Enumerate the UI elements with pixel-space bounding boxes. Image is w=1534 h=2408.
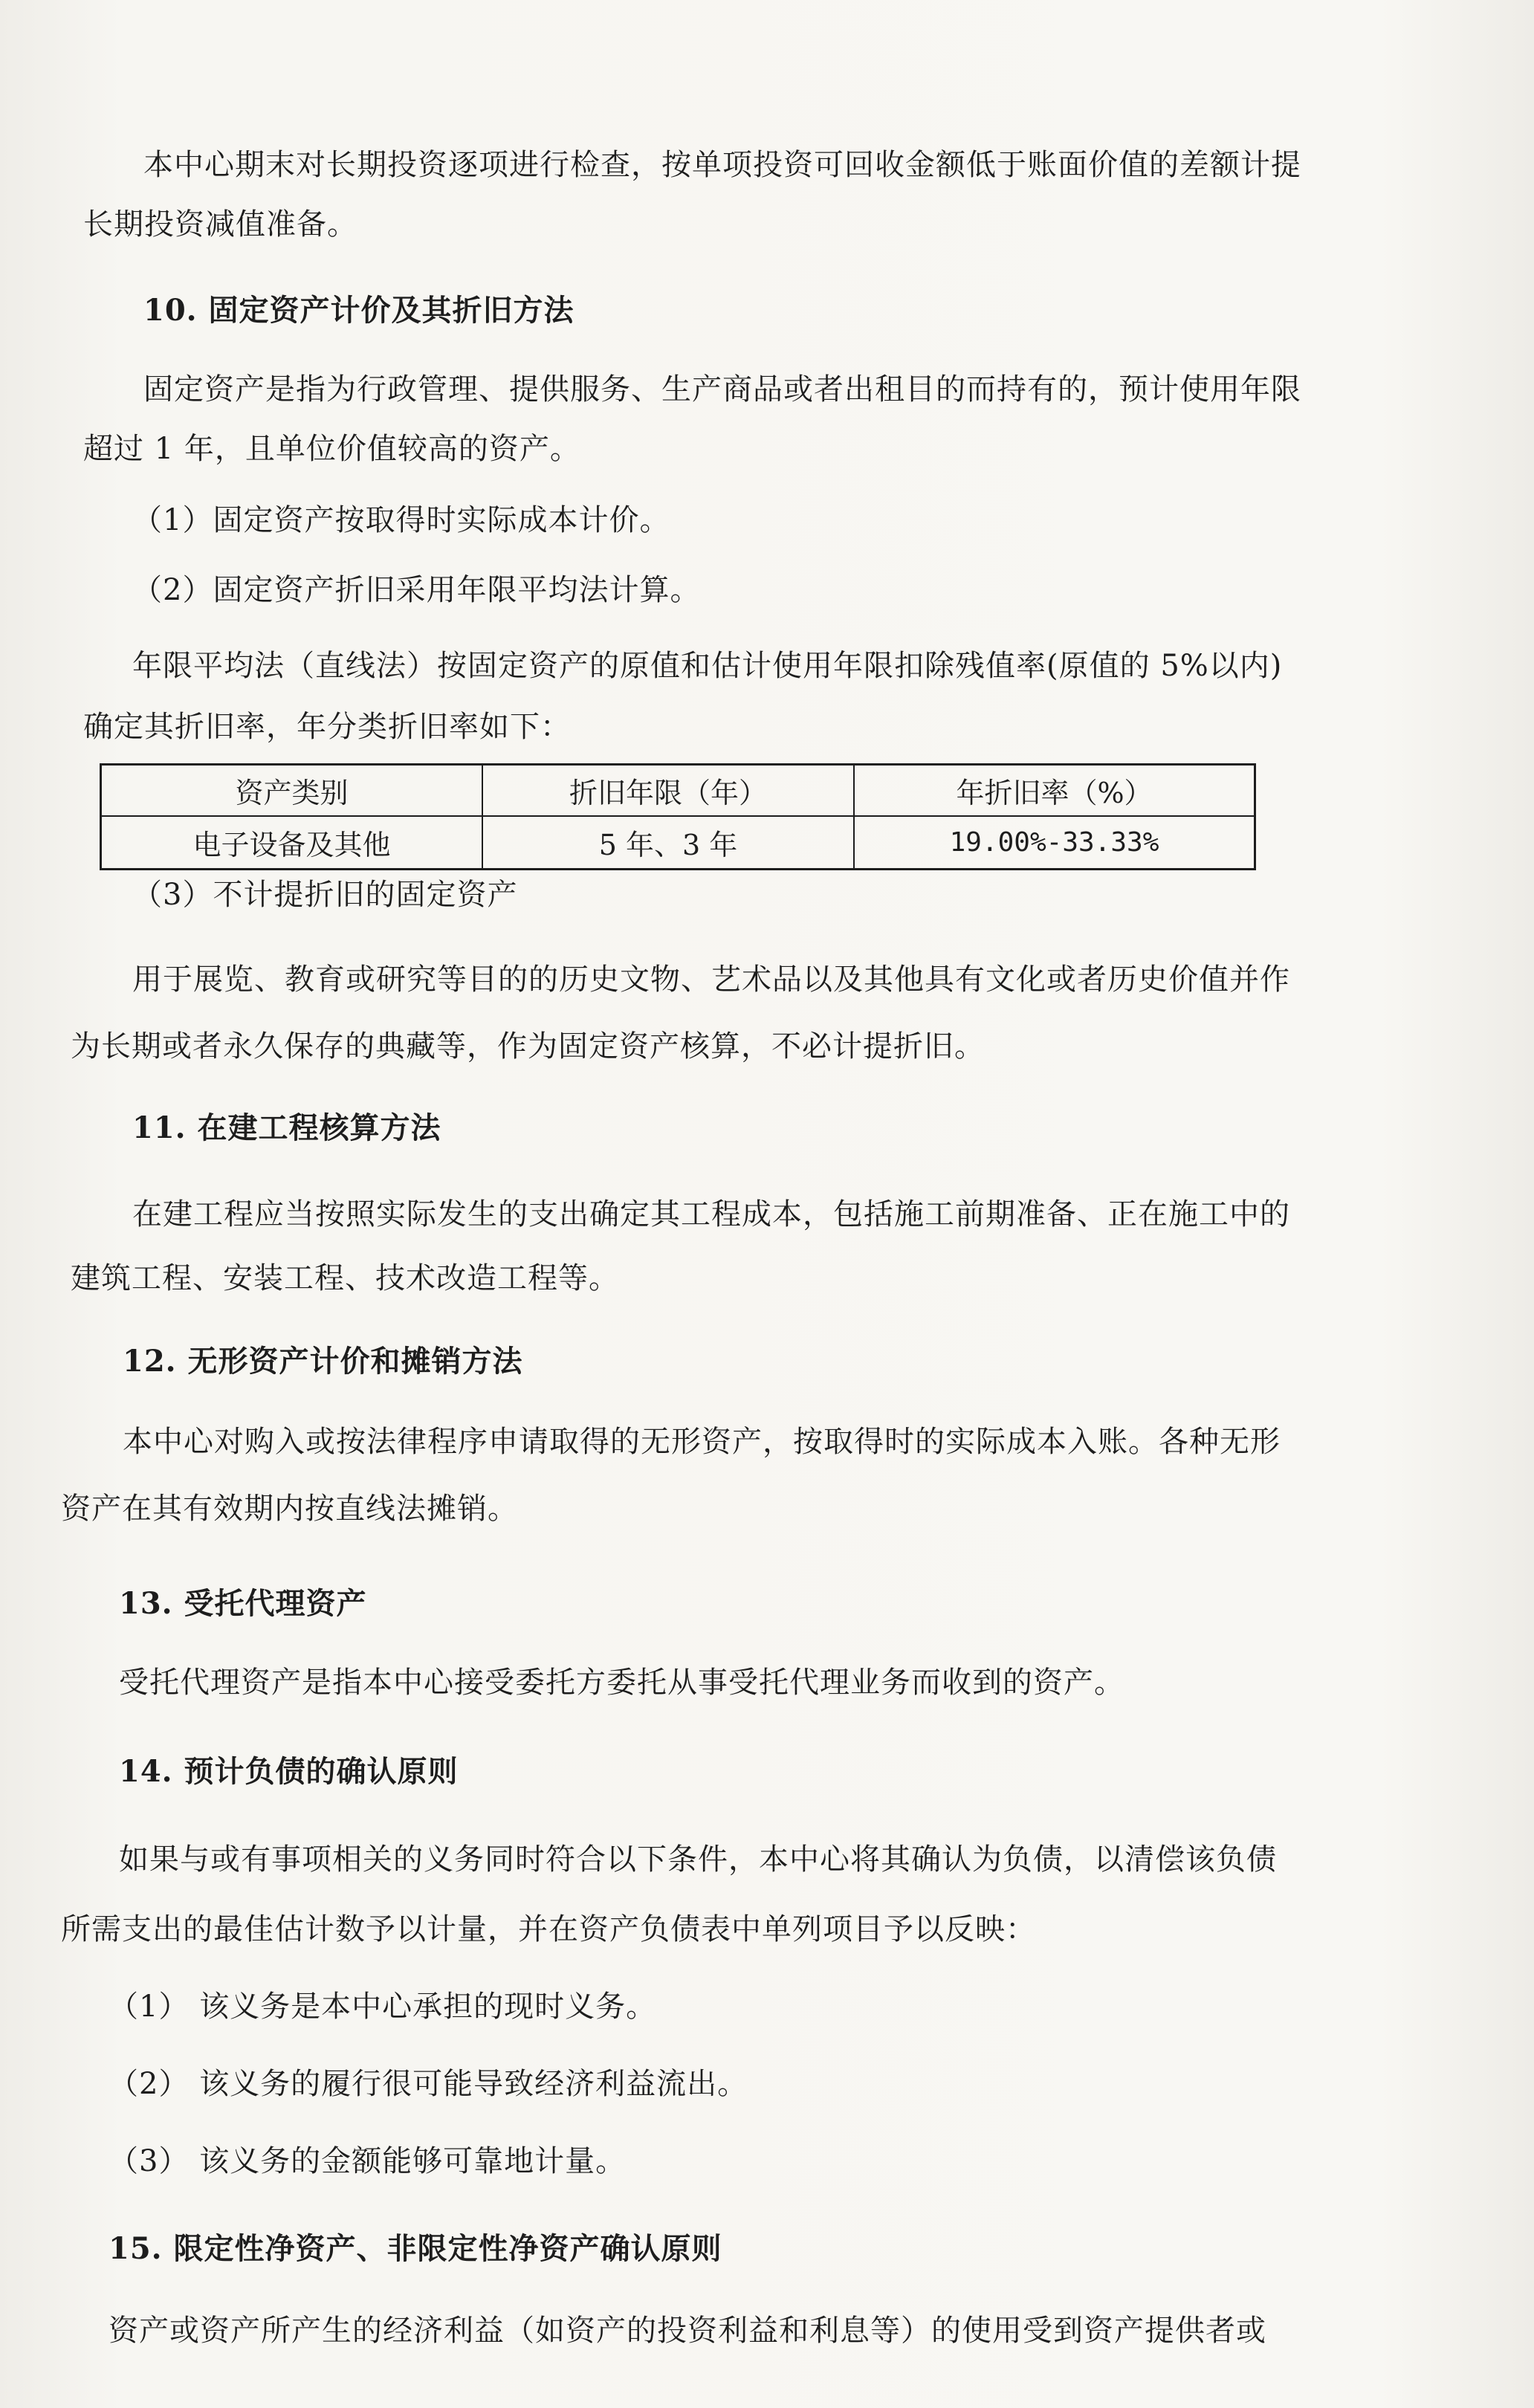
table-header-cell: 年折旧率（%） — [855, 766, 1254, 817]
paragraph-line: 用于展览、教育或研究等目的的历史文物、艺术品以及其他具有文化或者历史价值并作 — [132, 962, 1290, 997]
section-heading-12: 12. 无形资产计价和摊销方法 — [123, 1344, 523, 1379]
list-item: （2）固定资产折旧采用年限平均法计算。 — [132, 573, 701, 607]
paragraph-line: 受托代理资产是指本中心接受委托方委托从事受托代理业务而收到的资产。 — [119, 1666, 1124, 1700]
paragraph-line: 长期投资减值准备。 — [83, 207, 357, 242]
paragraph-line: 超过 1 年，且单位价值较高的资产。 — [83, 432, 580, 466]
table-header-cell: 折旧年限（年） — [483, 766, 855, 817]
paragraph-line: 在建工程应当按照实际发生的支出确定其工程成本，包括施工前期准备、正在施工中的 — [132, 1197, 1290, 1231]
paragraph-line: 资产或资产所产生的经济利益（如资产的投资利益和利息等）的使用受到资产提供者或 — [109, 2314, 1266, 2348]
paragraph-line: 年限平均法（直线法）按固定资产的原值和估计使用年限扣除残值率(原值的 5%以内) — [132, 649, 1283, 683]
depreciation-table — [100, 763, 1256, 870]
paragraph-line: 固定资产是指为行政管理、提供服务、生产商品或者出租目的而持有的，预计使用年限 — [143, 372, 1301, 407]
list-item: （3）不计提折旧的固定资产 — [132, 878, 518, 912]
paragraph-line: 确定其折旧率，年分类折旧率如下： — [83, 710, 571, 744]
list-item: （2） 该义务的履行很可能导致经济利益流出。 — [109, 2067, 748, 2101]
section-heading-11: 11. 在建工程核算方法 — [132, 1110, 441, 1145]
list-item: （1） 该义务是本中心承担的现时义务。 — [109, 1990, 657, 2024]
table-header-cell: 资产类别 — [102, 766, 483, 817]
section-heading-14: 14. 预计负债的确认原则 — [119, 1754, 459, 1789]
paragraph-line: 资产在其有效期内按直线法摊销。 — [61, 1492, 518, 1526]
paragraph-line: 建筑工程、安装工程、技术改造工程等。 — [71, 1261, 619, 1295]
table-cell: 5 年、3 年 — [483, 817, 855, 868]
section-heading-13: 13. 受托代理资产 — [119, 1586, 367, 1621]
table-cell: 电子设备及其他 — [102, 817, 483, 868]
list-item: （3） 该义务的金额能够可靠地计量。 — [109, 2144, 627, 2178]
table-cell: 19.00%-33.33% — [949, 827, 1159, 858]
list-item: （1）固定资产按取得时实际成本计价。 — [132, 503, 670, 537]
section-heading-15: 15. 限定性净资产、非限定性净资产确认原则 — [109, 2231, 722, 2266]
paragraph-line: 所需支出的最佳估计数予以计量，并在资产负债表中单列项目予以反映： — [61, 1912, 1036, 1946]
paragraph-line: 为长期或者永久保存的典藏等，作为固定资产核算，不必计提折旧。 — [71, 1029, 985, 1064]
paragraph-line: 本中心对购入或按法律程序申请取得的无形资产，按取得时的实际成本入账。各种无形 — [123, 1425, 1281, 1459]
paragraph-line: 本中心期末对长期投资逐项进行检查，按单项投资可回收金额低于账面价值的差额计提 — [143, 148, 1301, 182]
paragraph-line: 如果与或有事项相关的义务同时符合以下条件，本中心将其确认为负债，以清偿该负债 — [119, 1842, 1277, 1877]
section-heading-10: 10. 固定资产计价及其折旧方法 — [143, 293, 575, 328]
